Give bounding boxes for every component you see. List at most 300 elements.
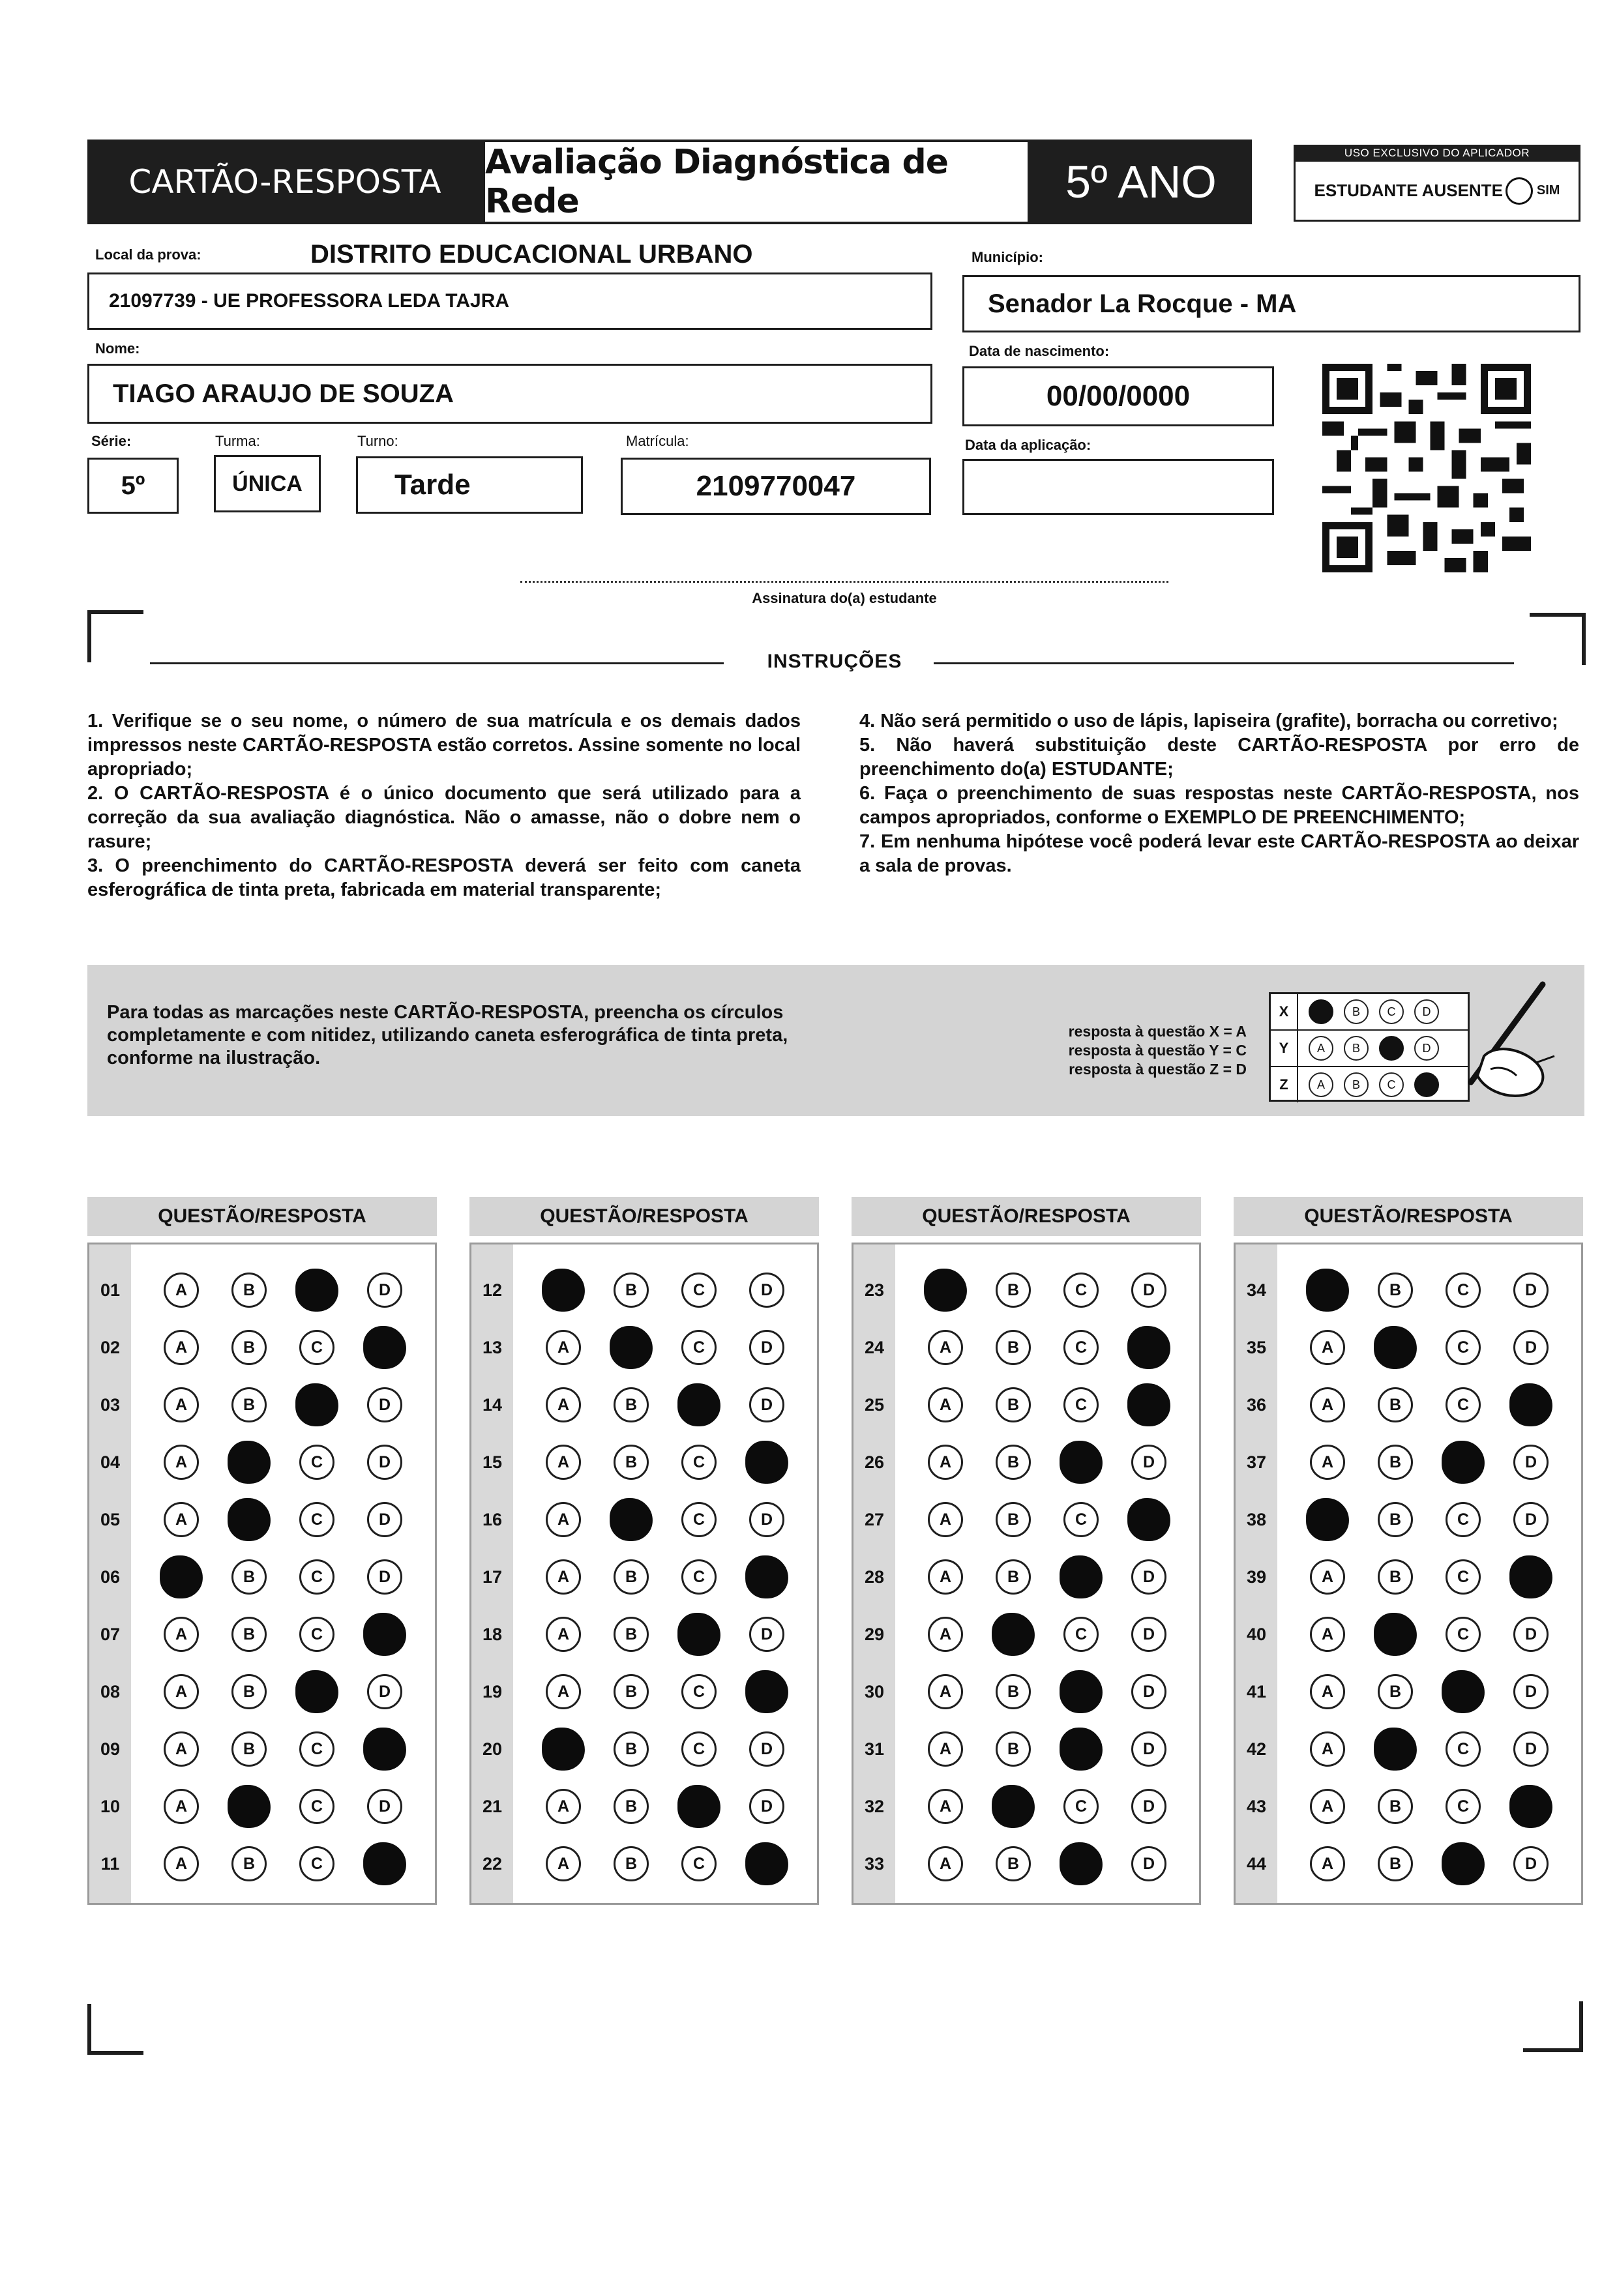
answer-bubble[interactable]: A bbox=[164, 1445, 199, 1480]
question-row bbox=[471, 1835, 817, 1892]
answer-bubble[interactable]: C bbox=[681, 1674, 717, 1709]
answer-bubble[interactable]: B bbox=[996, 1445, 1031, 1480]
answer-bubble[interactable]: A bbox=[928, 1674, 963, 1709]
answer-bubble[interactable]: D bbox=[749, 1789, 784, 1824]
question-row bbox=[471, 1548, 817, 1606]
answer-bubble[interactable]: B bbox=[1378, 1846, 1413, 1881]
answer-bubble[interactable]: D bbox=[1513, 1273, 1549, 1308]
example-bubble: B bbox=[1344, 1072, 1369, 1097]
turma-field[interactable] bbox=[214, 455, 321, 512]
municipio-label: Município: bbox=[972, 249, 1043, 265]
question-row bbox=[471, 1663, 817, 1720]
answer-bubble[interactable]: B bbox=[996, 1387, 1031, 1422]
example-row bbox=[1271, 1067, 1468, 1102]
answer-bubble[interactable]: C bbox=[681, 1559, 717, 1595]
answer-bubble-filled[interactable] bbox=[745, 1670, 788, 1713]
instructions-rule-right bbox=[934, 662, 1514, 664]
answer-bubble-filled[interactable] bbox=[1509, 1785, 1552, 1828]
answer-bubble[interactable]: B bbox=[231, 1273, 267, 1308]
answer-bubble[interactable]: A bbox=[1310, 1330, 1345, 1365]
answer-bubble[interactable]: C bbox=[1063, 1273, 1099, 1308]
answer-bubble[interactable]: A bbox=[546, 1674, 581, 1709]
answer-bubble[interactable]: B bbox=[996, 1674, 1031, 1709]
question-row bbox=[853, 1376, 1199, 1434]
answer-bubble[interactable]: D bbox=[749, 1330, 784, 1365]
answer-bubble-filled[interactable] bbox=[1509, 1383, 1552, 1426]
question-row bbox=[1236, 1434, 1581, 1491]
instruction-item: 6. Faça o preenchimento de suas respostas neste CARTÃO-RESPOSTA, nos campos apropriados, conforme o EXEMPLO DE PREENCHIMENTO; bbox=[859, 783, 1579, 828]
question-row bbox=[89, 1835, 435, 1892]
answer-bubble[interactable]: B bbox=[1378, 1674, 1413, 1709]
answer-bubble[interactable]: A bbox=[928, 1846, 963, 1881]
answer-bubble[interactable]: A bbox=[1310, 1674, 1345, 1709]
answer-bubble[interactable]: A bbox=[928, 1445, 963, 1480]
question-number: 07 bbox=[100, 1624, 121, 1644]
answer-bubble-filled[interactable] bbox=[363, 1326, 406, 1369]
answer-bubble[interactable]: B bbox=[231, 1731, 267, 1767]
example-bubble: B bbox=[1344, 999, 1369, 1024]
answer-bubble[interactable]: C bbox=[1446, 1502, 1481, 1537]
answer-bubble[interactable]: C bbox=[299, 1502, 334, 1537]
corner-mark-top-right bbox=[1530, 613, 1586, 665]
answer-bubble[interactable]: D bbox=[1131, 1846, 1166, 1881]
answer-bubble[interactable]: A bbox=[164, 1789, 199, 1824]
answer-bubble[interactable]: C bbox=[299, 1731, 334, 1767]
question-row bbox=[853, 1491, 1199, 1548]
answer-bubble-filled[interactable] bbox=[1060, 1555, 1103, 1598]
question-number: 29 bbox=[864, 1624, 885, 1644]
answer-bubble-filled[interactable] bbox=[1060, 1670, 1103, 1713]
answer-bubble[interactable]: A bbox=[164, 1617, 199, 1652]
question-number: 06 bbox=[100, 1567, 121, 1587]
answer-bubble[interactable]: B bbox=[231, 1559, 267, 1595]
question-number: 44 bbox=[1246, 1853, 1267, 1874]
answer-bubble-filled[interactable] bbox=[677, 1383, 720, 1426]
answer-bubble[interactable]: B bbox=[1378, 1559, 1413, 1595]
answer-bubble[interactable]: B bbox=[614, 1789, 649, 1824]
answer-bubble[interactable]: D bbox=[1131, 1789, 1166, 1824]
answer-bubble[interactable]: D bbox=[1513, 1617, 1549, 1652]
question-row bbox=[1236, 1491, 1581, 1548]
question-row bbox=[471, 1491, 817, 1548]
answer-bubble[interactable]: D bbox=[367, 1387, 402, 1422]
question-row bbox=[1236, 1720, 1581, 1778]
answer-bubble[interactable]: B bbox=[996, 1559, 1031, 1595]
answer-bubble[interactable]: D bbox=[367, 1674, 402, 1709]
answer-column bbox=[852, 1197, 1201, 1905]
answer-bubble[interactable]: A bbox=[1310, 1731, 1345, 1767]
answer-bubble[interactable]: C bbox=[299, 1789, 334, 1824]
answer-bubble[interactable]: B bbox=[996, 1502, 1031, 1537]
answer-bubble[interactable]: D bbox=[1131, 1445, 1166, 1480]
answer-bubble[interactable]: B bbox=[614, 1731, 649, 1767]
municipio-field[interactable] bbox=[962, 275, 1580, 332]
local-label: Local da prova: bbox=[95, 246, 201, 263]
answer-column-header: QUESTÃO/RESPOSTA bbox=[469, 1197, 819, 1236]
answer-bubble[interactable]: C bbox=[681, 1502, 717, 1537]
question-number: 26 bbox=[864, 1452, 885, 1472]
answer-bubble-filled[interactable] bbox=[992, 1785, 1035, 1828]
instructions-title: INSTRUÇÕES bbox=[767, 651, 902, 672]
question-number: 39 bbox=[1246, 1567, 1267, 1587]
answer-bubble-filled[interactable] bbox=[363, 1613, 406, 1656]
answer-bubble[interactable]: C bbox=[681, 1330, 717, 1365]
answer-bubble[interactable]: A bbox=[1310, 1846, 1345, 1881]
answer-bubble[interactable]: D bbox=[1513, 1330, 1549, 1365]
nascimento-value: 00/00/0000 bbox=[1046, 380, 1191, 412]
example-legend bbox=[1012, 1022, 1247, 1079]
question-number: 09 bbox=[100, 1739, 121, 1759]
answer-bubble-filled[interactable] bbox=[228, 1441, 271, 1484]
answer-bubble[interactable]: A bbox=[928, 1617, 963, 1652]
answer-bubble[interactable]: B bbox=[614, 1387, 649, 1422]
answer-bubble[interactable]: D bbox=[1131, 1273, 1166, 1308]
answer-bubble-filled[interactable] bbox=[1060, 1728, 1103, 1771]
example-row-label: Z bbox=[1271, 1067, 1298, 1102]
answer-bubble[interactable]: D bbox=[1131, 1674, 1166, 1709]
answer-bubble[interactable]: A bbox=[164, 1330, 199, 1365]
answer-bubble[interactable]: C bbox=[1446, 1330, 1481, 1365]
answer-column-body bbox=[469, 1243, 819, 1905]
answer-bubble-filled[interactable] bbox=[160, 1555, 203, 1598]
answer-bubble-filled[interactable] bbox=[1374, 1613, 1417, 1656]
answer-bubble[interactable]: A bbox=[546, 1846, 581, 1881]
answer-bubble-filled[interactable] bbox=[745, 1555, 788, 1598]
answer-bubble[interactable]: A bbox=[928, 1731, 963, 1767]
question-number: 01 bbox=[100, 1280, 121, 1300]
answer-bubble[interactable]: B bbox=[996, 1846, 1031, 1881]
answer-bubble[interactable]: D bbox=[1513, 1846, 1549, 1881]
answer-bubble-filled[interactable] bbox=[1374, 1728, 1417, 1771]
question-row bbox=[471, 1319, 817, 1376]
answer-bubble-filled[interactable] bbox=[228, 1498, 271, 1541]
question-number: 41 bbox=[1246, 1681, 1267, 1701]
answer-bubble[interactable]: D bbox=[1131, 1559, 1166, 1595]
answer-bubble[interactable]: C bbox=[299, 1330, 334, 1365]
answer-bubble-filled[interactable] bbox=[1306, 1269, 1349, 1312]
answer-bubble[interactable]: B bbox=[231, 1387, 267, 1422]
answer-bubble[interactable]: C bbox=[1446, 1789, 1481, 1824]
answer-bubble[interactable]: C bbox=[1063, 1617, 1099, 1652]
answer-bubble[interactable]: B bbox=[614, 1559, 649, 1595]
answer-bubble[interactable]: B bbox=[614, 1846, 649, 1881]
serie-field[interactable] bbox=[87, 458, 179, 514]
answer-bubble-filled[interactable] bbox=[363, 1842, 406, 1885]
corner-mark-top-left bbox=[87, 610, 143, 662]
answer-bubble-filled[interactable] bbox=[1442, 1842, 1485, 1885]
answer-bubble[interactable]: A bbox=[546, 1445, 581, 1480]
answer-bubble-filled[interactable] bbox=[745, 1441, 788, 1484]
answer-bubble-filled[interactable] bbox=[610, 1498, 653, 1541]
example-row-label: Y bbox=[1271, 1031, 1298, 1066]
answer-bubble-filled[interactable] bbox=[1127, 1326, 1170, 1369]
municipio-value: Senador La Rocque - MA bbox=[988, 289, 1297, 318]
answer-bubble-filled[interactable] bbox=[1127, 1383, 1170, 1426]
example-text: Para todas as marcações neste CARTÃO-RESPOSTA, preencha os círculos completamente e com nitidez, utilizando caneta esferográfica de tinta preta, conforme na ilustração. bbox=[107, 1002, 788, 1068]
answer-bubble-filled[interactable] bbox=[295, 1269, 338, 1312]
answer-bubble[interactable]: C bbox=[1063, 1330, 1099, 1365]
answer-bubble-filled[interactable] bbox=[1306, 1498, 1349, 1541]
answer-bubble[interactable]: C bbox=[299, 1445, 334, 1480]
example-bubble: A bbox=[1309, 1072, 1333, 1097]
answer-bubble[interactable]: A bbox=[546, 1387, 581, 1422]
turno-field[interactable] bbox=[356, 456, 583, 514]
answer-bubble[interactable]: D bbox=[1513, 1731, 1549, 1767]
question-number: 37 bbox=[1246, 1452, 1267, 1472]
question-number: 42 bbox=[1246, 1739, 1267, 1759]
answer-bubble[interactable]: B bbox=[614, 1273, 649, 1308]
answer-bubble[interactable]: B bbox=[996, 1330, 1031, 1365]
answer-bubble-filled[interactable] bbox=[1442, 1441, 1485, 1484]
exam-title-box bbox=[482, 140, 1030, 224]
answer-bubble[interactable]: A bbox=[164, 1846, 199, 1881]
nome-field[interactable] bbox=[87, 364, 932, 424]
question-number: 21 bbox=[482, 1796, 503, 1816]
question-row bbox=[471, 1376, 817, 1434]
absent-student-label: ESTUDANTE AUSENTE bbox=[1314, 181, 1503, 200]
question-number: 03 bbox=[100, 1394, 121, 1415]
answer-bubble[interactable]: B bbox=[1378, 1789, 1413, 1824]
answer-bubble[interactable]: A bbox=[928, 1502, 963, 1537]
answer-bubble[interactable]: D bbox=[1131, 1731, 1166, 1767]
answer-bubble[interactable]: A bbox=[1310, 1559, 1345, 1595]
question-number: 22 bbox=[482, 1853, 503, 1874]
example-bubble: C bbox=[1379, 1072, 1404, 1097]
absent-student-field bbox=[1294, 162, 1580, 222]
answer-bubble-filled[interactable] bbox=[542, 1728, 585, 1771]
answer-bubble[interactable]: A bbox=[164, 1502, 199, 1537]
answer-bubble[interactable]: B bbox=[614, 1617, 649, 1652]
answer-bubble[interactable]: B bbox=[614, 1674, 649, 1709]
answer-bubble[interactable]: A bbox=[546, 1502, 581, 1537]
answer-bubble[interactable]: D bbox=[749, 1617, 784, 1652]
answer-bubble[interactable]: A bbox=[928, 1789, 963, 1824]
answer-bubble[interactable]: A bbox=[546, 1559, 581, 1595]
question-row bbox=[89, 1548, 435, 1606]
answer-bubble-filled[interactable] bbox=[295, 1383, 338, 1426]
question-row bbox=[853, 1778, 1199, 1835]
aplicacao-field[interactable] bbox=[962, 459, 1274, 515]
question-row bbox=[853, 1261, 1199, 1319]
instructions-rule-left bbox=[150, 662, 724, 664]
question-number: 02 bbox=[100, 1337, 121, 1357]
answer-bubble[interactable]: C bbox=[681, 1273, 717, 1308]
question-row bbox=[853, 1434, 1199, 1491]
answer-bubble-filled[interactable] bbox=[745, 1842, 788, 1885]
signature-label: Assinatura do(a) estudante bbox=[752, 590, 937, 606]
answer-bubble-filled[interactable] bbox=[228, 1785, 271, 1828]
nascimento-field[interactable] bbox=[962, 366, 1274, 426]
example-bubble: D bbox=[1414, 1036, 1439, 1061]
answer-bubble-filled[interactable] bbox=[295, 1670, 338, 1713]
instruction-item: 3. O preenchimento do CARTÃO-RESPOSTA deverá ser feito com caneta esferográfica de tinta preta, fabricada em material transparente; bbox=[87, 855, 801, 900]
answer-bubble-filled[interactable] bbox=[1060, 1441, 1103, 1484]
question-number: 33 bbox=[864, 1853, 885, 1874]
turma-value: ÚNICA bbox=[232, 471, 303, 496]
answer-bubble[interactable]: A bbox=[928, 1559, 963, 1595]
question-row bbox=[1236, 1606, 1581, 1663]
grade-badge: 5º ANO bbox=[1065, 156, 1217, 207]
question-number: 19 bbox=[482, 1681, 503, 1701]
question-number: 28 bbox=[864, 1567, 885, 1587]
answer-bubble[interactable]: A bbox=[164, 1387, 199, 1422]
turno-value: Tarde bbox=[394, 469, 471, 501]
answer-bubble-filled[interactable] bbox=[542, 1269, 585, 1312]
instruction-item: 1. Verifique se o seu nome, o número de sua matrícula e os demais dados impressos neste CARTÃO-RESPOSTA estão corretos. Assine somente no local apropriado; bbox=[87, 711, 801, 780]
answer-bubble[interactable]: D bbox=[367, 1273, 402, 1308]
answer-bubble[interactable]: C bbox=[1063, 1789, 1099, 1824]
answer-bubble[interactable]: C bbox=[681, 1846, 717, 1881]
example-bubble: B bbox=[1344, 1036, 1369, 1061]
question-number: 05 bbox=[100, 1509, 121, 1529]
question-row bbox=[1236, 1548, 1581, 1606]
answer-bubble[interactable]: C bbox=[1446, 1387, 1481, 1422]
question-number: 24 bbox=[864, 1337, 885, 1357]
question-number: 35 bbox=[1246, 1337, 1267, 1357]
answer-bubble-filled[interactable] bbox=[1060, 1842, 1103, 1885]
answer-bubble[interactable]: B bbox=[1378, 1273, 1413, 1308]
answer-bubble[interactable]: C bbox=[299, 1617, 334, 1652]
answer-bubble[interactable]: D bbox=[749, 1273, 784, 1308]
answer-bubble-filled[interactable] bbox=[677, 1613, 720, 1656]
instructions-left bbox=[87, 709, 801, 902]
local-value: 21097739 - UE PROFESSORA LEDA TAJRA bbox=[109, 290, 510, 312]
answer-bubble[interactable]: D bbox=[749, 1387, 784, 1422]
answer-bubble[interactable]: A bbox=[546, 1330, 581, 1365]
answer-bubble[interactable]: B bbox=[996, 1273, 1031, 1308]
answer-bubble[interactable]: D bbox=[367, 1789, 402, 1824]
corner-mark-bottom-left bbox=[87, 2004, 143, 2055]
local-field[interactable] bbox=[87, 272, 932, 330]
card-title-banner bbox=[87, 140, 482, 224]
answer-bubble[interactable]: A bbox=[928, 1387, 963, 1422]
matricula-field[interactable] bbox=[621, 458, 931, 515]
answer-bubble[interactable]: B bbox=[1378, 1445, 1413, 1480]
example-bubble bbox=[1414, 1072, 1439, 1097]
answer-bubble[interactable]: C bbox=[1446, 1559, 1481, 1595]
answer-bubble[interactable]: C bbox=[299, 1846, 334, 1881]
answer-bubble-filled[interactable] bbox=[363, 1728, 406, 1771]
question-number: 40 bbox=[1246, 1624, 1267, 1644]
answer-bubble[interactable]: D bbox=[367, 1502, 402, 1537]
qr-code bbox=[1322, 364, 1531, 572]
instruction-item: 5. Não haverá substituição deste CARTÃO-RESPOSTA por erro de preenchimento do(a) ESTUDANTE; bbox=[859, 735, 1579, 780]
answer-bubble[interactable]: B bbox=[614, 1445, 649, 1480]
question-row bbox=[471, 1261, 817, 1319]
answer-bubble[interactable]: C bbox=[1446, 1617, 1481, 1652]
absent-yes-label: SIM bbox=[1536, 183, 1560, 198]
answer-bubble[interactable]: C bbox=[1063, 1387, 1099, 1422]
answer-bubble[interactable]: A bbox=[1310, 1387, 1345, 1422]
question-number: 18 bbox=[482, 1624, 503, 1644]
applicator-label: USO EXCLUSIVO DO APLICADOR bbox=[1294, 145, 1580, 162]
answer-bubble[interactable]: D bbox=[749, 1502, 784, 1537]
signature-line[interactable] bbox=[520, 581, 1168, 583]
answer-bubble-filled[interactable] bbox=[610, 1326, 653, 1369]
answer-bubble[interactable]: A bbox=[1310, 1789, 1345, 1824]
answer-bubble-filled[interactable] bbox=[1509, 1555, 1552, 1598]
answer-bubble[interactable]: C bbox=[681, 1445, 717, 1480]
answer-bubble-filled[interactable] bbox=[1442, 1670, 1485, 1713]
answer-bubble-filled[interactable] bbox=[1374, 1326, 1417, 1369]
answer-bubble[interactable]: A bbox=[546, 1617, 581, 1652]
aplicacao-label: Data da aplicação: bbox=[965, 437, 1091, 453]
answer-bubble-filled[interactable] bbox=[924, 1269, 967, 1312]
answer-bubble[interactable]: B bbox=[1378, 1387, 1413, 1422]
answer-bubble[interactable]: A bbox=[164, 1273, 199, 1308]
nome-label: Nome: bbox=[95, 340, 140, 357]
example-grid bbox=[1269, 992, 1470, 1102]
answer-bubble[interactable]: B bbox=[231, 1846, 267, 1881]
applicator-box bbox=[1294, 145, 1580, 227]
answer-bubble-filled[interactable] bbox=[677, 1785, 720, 1828]
question-number: 20 bbox=[482, 1739, 503, 1759]
legend-item: resposta à questão X = A bbox=[1068, 1023, 1247, 1040]
question-row bbox=[471, 1778, 817, 1835]
card-title: CARTÃO-RESPOSTA bbox=[128, 163, 441, 201]
answer-bubble[interactable]: A bbox=[546, 1789, 581, 1824]
answer-bubble-filled[interactable] bbox=[1127, 1498, 1170, 1541]
answer-column-header: QUESTÃO/RESPOSTA bbox=[87, 1197, 437, 1236]
question-row bbox=[1236, 1261, 1581, 1319]
answer-bubble-filled[interactable] bbox=[992, 1613, 1035, 1656]
question-number: 15 bbox=[482, 1452, 503, 1472]
answer-bubble[interactable]: B bbox=[996, 1731, 1031, 1767]
answer-column-body bbox=[87, 1243, 437, 1905]
absent-student-checkbox[interactable] bbox=[1506, 177, 1533, 205]
instruction-item: 2. O CARTÃO-RESPOSTA é o único documento que será utilizado para a correção da sua avaliação diagnóstica. Não o amasse, não o dobre nem o rasure; bbox=[87, 783, 801, 852]
question-row bbox=[1236, 1663, 1581, 1720]
question-number: 23 bbox=[864, 1280, 885, 1300]
question-number: 14 bbox=[482, 1394, 503, 1415]
pen-hand-icon bbox=[1445, 978, 1556, 1102]
answer-bubble[interactable]: D bbox=[1513, 1502, 1549, 1537]
answer-bubble[interactable]: C bbox=[1446, 1731, 1481, 1767]
example-bubble: D bbox=[1414, 999, 1439, 1024]
answer-bubble[interactable]: D bbox=[1513, 1674, 1549, 1709]
question-row bbox=[89, 1319, 435, 1376]
answer-column-body bbox=[1234, 1243, 1583, 1905]
question-row bbox=[89, 1261, 435, 1319]
question-row bbox=[1236, 1319, 1581, 1376]
answer-bubble[interactable]: B bbox=[1378, 1502, 1413, 1537]
answer-bubble[interactable]: A bbox=[164, 1731, 199, 1767]
turno-label: Turno: bbox=[357, 433, 398, 449]
answer-bubble[interactable]: C bbox=[681, 1731, 717, 1767]
answer-bubble[interactable]: D bbox=[1131, 1617, 1166, 1652]
answer-bubble[interactable]: A bbox=[928, 1330, 963, 1365]
question-number: 32 bbox=[864, 1796, 885, 1816]
answer-bubble[interactable]: C bbox=[299, 1559, 334, 1595]
answer-bubble[interactable]: B bbox=[231, 1617, 267, 1652]
question-number: 34 bbox=[1246, 1280, 1267, 1300]
answer-bubble[interactable]: A bbox=[1310, 1617, 1345, 1652]
answer-bubble[interactable]: B bbox=[231, 1674, 267, 1709]
answer-bubble[interactable]: D bbox=[749, 1731, 784, 1767]
answer-bubble[interactable]: A bbox=[164, 1674, 199, 1709]
answer-bubble[interactable]: C bbox=[1446, 1273, 1481, 1308]
answer-bubble[interactable]: D bbox=[1513, 1445, 1549, 1480]
answer-bubble[interactable]: A bbox=[1310, 1445, 1345, 1480]
answer-bubble[interactable]: C bbox=[1063, 1502, 1099, 1537]
turma-label: Turma: bbox=[215, 433, 260, 449]
answer-bubble[interactable]: D bbox=[367, 1445, 402, 1480]
question-number: 27 bbox=[864, 1509, 885, 1529]
answer-bubble[interactable]: D bbox=[367, 1559, 402, 1595]
answer-bubble[interactable]: B bbox=[231, 1330, 267, 1365]
matricula-value: 2109770047 bbox=[696, 470, 856, 502]
answer-column-header: QUESTÃO/RESPOSTA bbox=[852, 1197, 1201, 1236]
